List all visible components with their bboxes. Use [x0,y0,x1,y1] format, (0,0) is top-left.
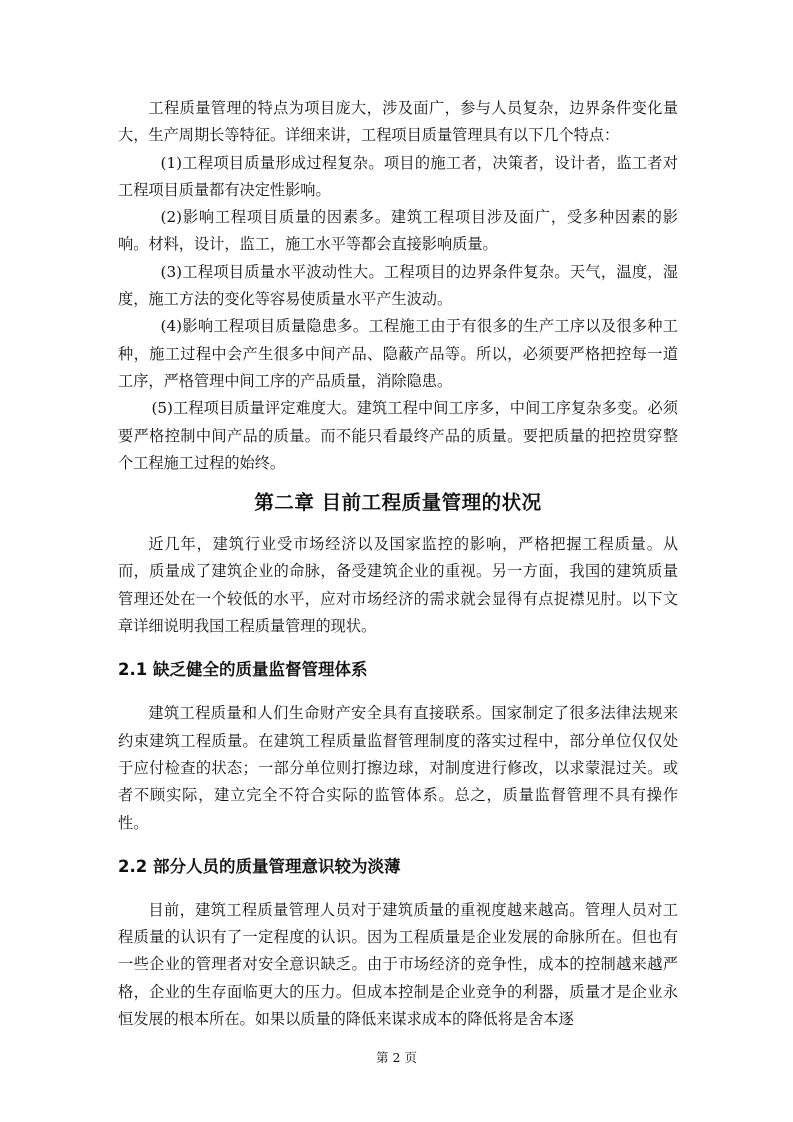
page-body [118,95,678,1033]
feature-item-2: (2)影响工程项目质量的因素多。建筑工程项目涉及面广，受多种因素的影响。材料，设计，监工，施工水平等都会直接影响质量。 [118,208,678,254]
feature-item-3: (3)工程项目质量水平波动性大。工程项目的边界条件复杂。天气，温度，湿度，施工方法的变化等容易使质量水平产生波动。 [118,262,678,309]
section-heading-2-2: 2.2 部分人员的质量管理意识较为淡薄 [118,856,401,876]
feature-item-1: (1)工程项目质量形成过程复杂。项目的施工者，决策者，设计者，监工者对工程项目质量都有决定性影响。 [118,153,678,199]
section-2-1-paragraph: 建筑工程质量和人们生命财产安全具有直接联系。国家制定了很多法律法规来约束建筑工程质量。在建筑工程质量监督管理制度的落实过程中，部分单位仅仅处于应付检查的状态；一部分单位则打擦边球，对制度进行修改，以求蒙混过关。或者不顾实际，建立完全不符合实际的监管体系。总之，质量监督管理不具有操作性。 [118,704,678,832]
intro-paragraph: 工程质量管理的特点为项目庞大，涉及面广，参与人员复杂，边界条件变化量大，生产周期长等特征。详细来讲，工程项目质量管理具有以下几个特点： [118,99,678,145]
section-heading-2-1: 2.1 缺乏健全的质量监督管理体系 [118,660,368,680]
feature-item-5: (5)工程项目质量评定难度大。建筑工程中间工序多，中间工序复杂多变。必须要严格控制中间产品的质量。而不能只看最终产品的质量。要把质量的把控贯穿整个工程施工过程的始终。 [118,399,678,472]
section-2-2-paragraph: 目前，建筑工程质量管理人员对于建筑质量的重视度越来越高。管理人员对工程质量的认识有了一定程度的认识。因为工程质量是企业发展的命脉所在。但也有一些企业的管理者对安全意识缺乏。由于市场经济的竞争性，成本的控制越来越严格，企业的生存面临更大的压力。但成本控制是企业竞争的利器，质量才是企业永恒发展的根本所在。如果以质量的降低来谋求成本的降低将是舍本逐 [118,900,678,1029]
chapter-heading: 第二章 目前工程质量管理的状况 [254,491,542,515]
page-number: 第 2 页 [376,1050,417,1065]
feature-item-4: (4)影响工程项目质量隐患多。工程施工由于有很多的生产工序以及很多种工种，施工过程中会产生很多中间产品、隐蔽产品等。所以，必须要严格把控每一道工序，严格管理中间工序的产品质量，消除隐患。 [118,317,678,390]
chapter-intro-paragraph: 近几年，建筑行业受市场经济以及国家监控的影响，严格把握工程质量。从而，质量成了建筑企业的命脉，备受建筑企业的重视。另一方面，我国的建筑质量管理还处在一个较低的水平，应对市场经济的需求就会显得有点捉襟见肘。以下文章详细说明我国工程质量管理的现状。 [118,535,678,636]
